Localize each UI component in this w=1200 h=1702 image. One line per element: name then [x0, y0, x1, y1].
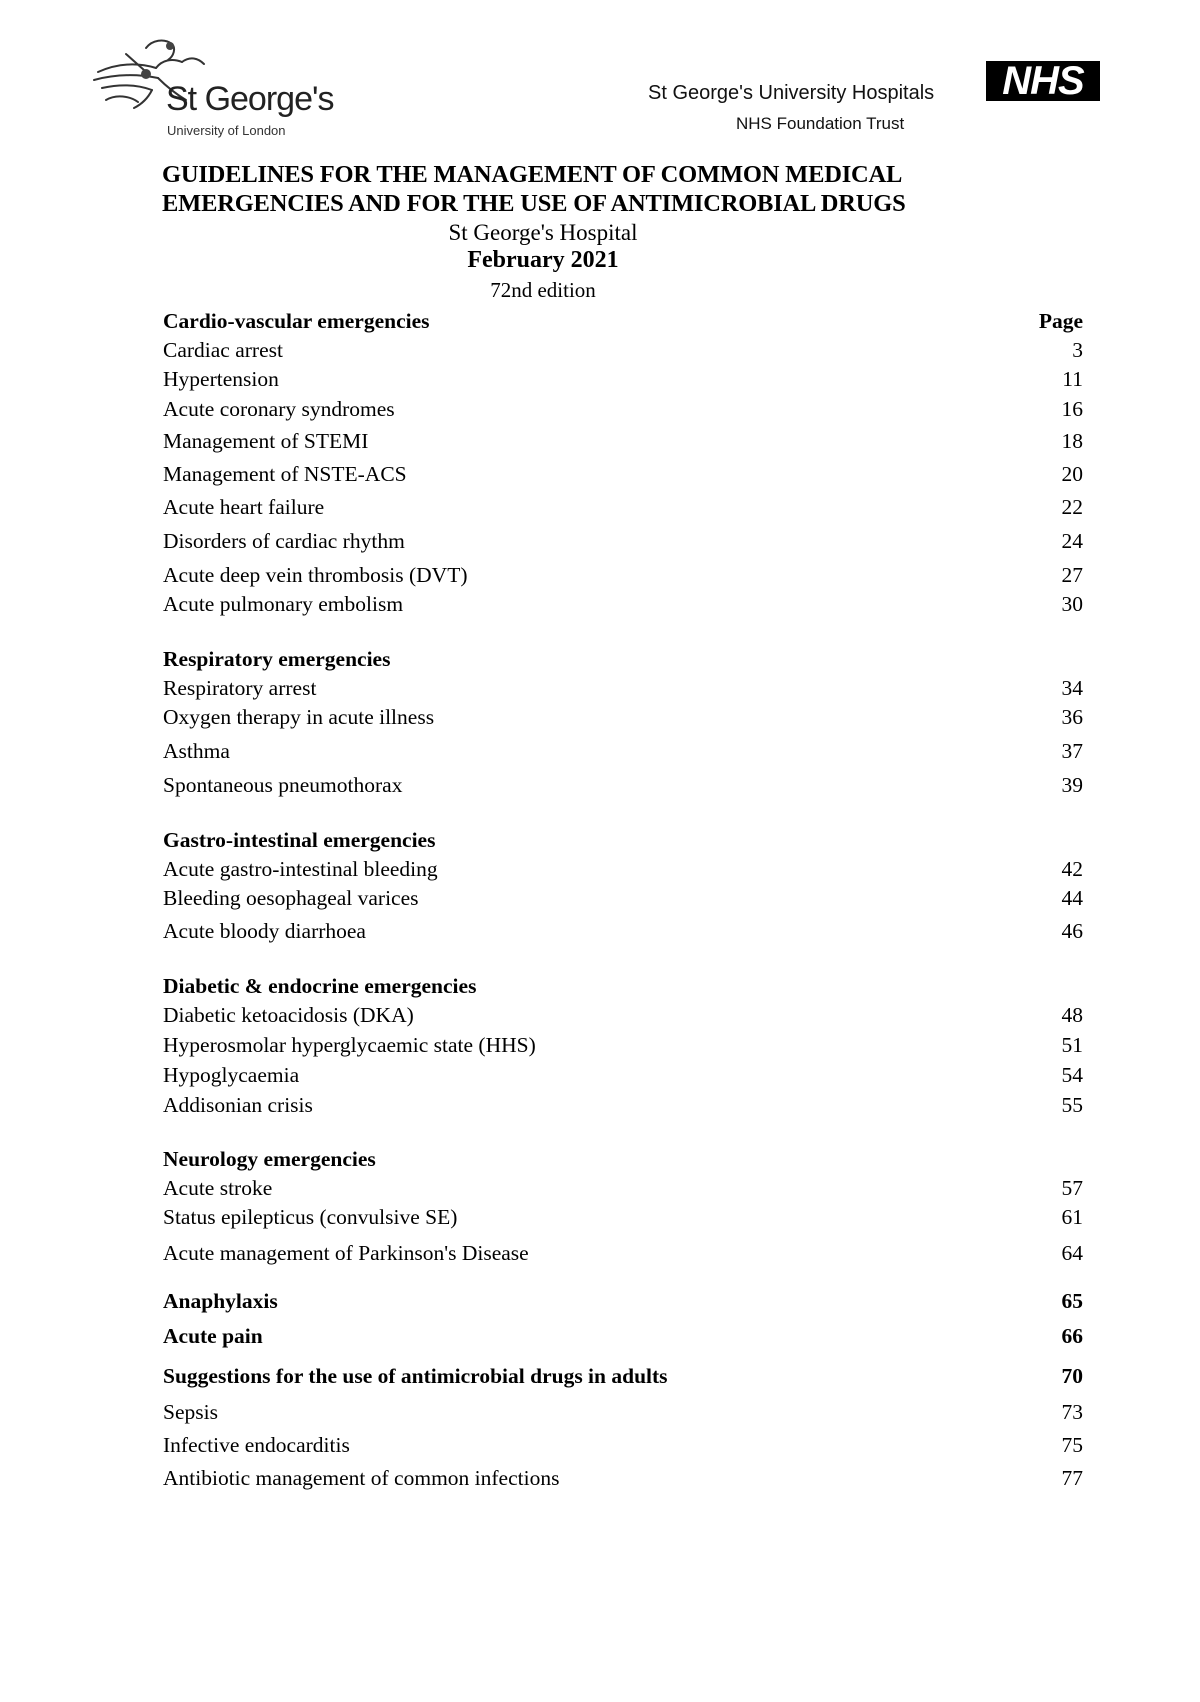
toc-section-heading[interactable]: [163, 1362, 1083, 1390]
toc-entry-label: Respiratory emergencies: [163, 647, 391, 671]
publication-date: February 2021: [467, 247, 619, 273]
toc-entry[interactable]: [163, 1061, 1083, 1089]
toc-page-number: 55: [1061, 1093, 1083, 1117]
toc-page-number: 54: [1061, 1063, 1083, 1087]
toc-entry-label: Acute bloody diarrhoea: [163, 919, 366, 943]
toc-entry-label: Acute deep vein thrombosis (DVT): [163, 563, 468, 587]
toc-entry-label: Bleeding oesophageal varices: [163, 886, 419, 910]
toc-entry-label: Spontaneous pneumothorax: [163, 773, 403, 797]
toc-entry-label: Addisonian crisis: [163, 1093, 313, 1117]
toc-page-number: 34: [1061, 676, 1083, 700]
toc-page-number: 3: [1072, 338, 1083, 362]
toc-entry[interactable]: [163, 855, 1083, 883]
toc-page-number: 11: [1062, 367, 1083, 391]
toc-page-number: 24: [1061, 529, 1083, 553]
toc-entry[interactable]: [163, 1031, 1083, 1059]
toc-page-number: 51: [1061, 1033, 1083, 1057]
edition: 72nd edition: [490, 278, 596, 302]
toc-section-heading[interactable]: [163, 645, 1083, 673]
toc-entry-label: Suggestions for the use of antimicrobial drugs in adults: [163, 1364, 668, 1388]
toc-entry[interactable]: [163, 590, 1083, 618]
toc-entry[interactable]: [163, 1239, 1083, 1267]
university-subtitle: University of London: [167, 123, 286, 138]
toc-page-number: 57: [1061, 1176, 1083, 1200]
toc-entry[interactable]: [163, 1398, 1083, 1426]
toc-entry-label: Neurology emergencies: [163, 1147, 376, 1171]
document-title-line-2: EMERGENCIES AND FOR THE USE OF ANTIMICROBIAL DRUGS: [162, 190, 906, 217]
toc-entry-label: Asthma: [163, 739, 230, 763]
toc-page-number: 22: [1061, 495, 1083, 519]
toc-page-number: 70: [1061, 1364, 1083, 1388]
toc-entry[interactable]: [163, 884, 1083, 912]
toc-entry[interactable]: [163, 365, 1083, 393]
toc-entry-label: Respiratory arrest: [163, 676, 317, 700]
toc-entry-label: Diabetic ketoacidosis (DKA): [163, 1003, 414, 1027]
hospital-name: St George's Hospital: [448, 220, 638, 245]
toc-section-heading[interactable]: [163, 972, 1083, 1000]
university-name: St George's: [166, 80, 334, 118]
toc-entry[interactable]: [163, 336, 1083, 364]
trust-subtitle: NHS Foundation Trust: [736, 114, 905, 133]
toc-entry-label: Gastro-intestinal emergencies: [163, 828, 436, 852]
toc-entry-label: Sepsis: [163, 1400, 218, 1424]
toc-entry[interactable]: [163, 917, 1083, 945]
toc-entry-label: Cardiac arrest: [163, 338, 283, 362]
toc-section-heading[interactable]: [163, 1322, 1083, 1350]
toc-entry[interactable]: [163, 493, 1083, 521]
toc-page-number: 61: [1061, 1205, 1083, 1229]
toc-section-heading[interactable]: [163, 1145, 1083, 1173]
toc-page-number: 48: [1061, 1003, 1083, 1027]
toc-entry[interactable]: [163, 460, 1083, 488]
toc-entry-label: Infective endocarditis: [163, 1433, 350, 1457]
toc-entry[interactable]: [163, 1203, 1083, 1231]
toc-section-heading[interactable]: [163, 826, 1083, 854]
toc-page-number: 36: [1061, 705, 1083, 729]
toc-entry[interactable]: [163, 771, 1083, 799]
toc-page-number: 73: [1061, 1400, 1083, 1424]
toc-entry-label: Cardio-vascular emergencies: [163, 309, 430, 333]
st-georges-logo: [86, 34, 334, 144]
toc-entry-label: Anaphylaxis: [163, 1289, 278, 1313]
toc-section-heading[interactable]: [163, 1287, 1083, 1315]
toc-entry[interactable]: [163, 703, 1083, 731]
toc-entry[interactable]: [163, 395, 1083, 423]
toc-page-number: 46: [1061, 919, 1083, 943]
toc-page-number: 66: [1061, 1324, 1083, 1348]
trust-name: St George's University Hospitals: [648, 82, 935, 104]
toc-entry-label: Acute coronary syndromes: [163, 397, 395, 421]
toc-page-number: 18: [1061, 429, 1083, 453]
toc-entry-label: Hyperosmolar hyperglycaemic state (HHS): [163, 1033, 536, 1057]
toc-entry[interactable]: [163, 527, 1083, 555]
toc-entry[interactable]: [163, 1431, 1083, 1459]
toc-entry-label: Oxygen therapy in acute illness: [163, 705, 435, 729]
toc-entry-label: Status epilepticus (convulsive SE): [163, 1205, 458, 1229]
toc-entry-label: Management of NSTE-ACS: [163, 462, 407, 486]
toc-page-number: Page: [1038, 309, 1083, 333]
document-title-line-1: GUIDELINES FOR THE MANAGEMENT OF COMMON MEDICAL: [162, 161, 903, 188]
toc-entry[interactable]: [163, 674, 1083, 702]
toc-page-number: 30: [1061, 592, 1083, 616]
toc-entry[interactable]: [163, 1174, 1083, 1202]
toc-entry-label: Antibiotic management of common infections: [163, 1466, 560, 1490]
toc-entry-label: Acute stroke: [163, 1176, 273, 1200]
toc-entry-label: Acute heart failure: [163, 495, 325, 519]
toc-entry-label: Management of STEMI: [163, 429, 369, 453]
toc-section-heading[interactable]: [163, 307, 1083, 335]
toc-entry-label: Diabetic & endocrine emergencies: [163, 974, 477, 998]
toc-entry-label: Acute gastro-intestinal bleeding: [163, 857, 438, 881]
toc-page-number: 27: [1061, 563, 1083, 587]
toc-entry[interactable]: [163, 1001, 1083, 1029]
toc-page-number: 16: [1061, 397, 1083, 421]
toc-page-number: 20: [1061, 462, 1083, 486]
toc-entry[interactable]: [163, 427, 1083, 455]
toc-entry[interactable]: [163, 1091, 1083, 1119]
toc-entry-label: Hypoglycaemia: [163, 1063, 300, 1087]
toc-page-number: 65: [1061, 1289, 1083, 1313]
toc-page-number: 77: [1061, 1466, 1083, 1490]
toc-entry[interactable]: [163, 1464, 1083, 1492]
toc-entry-label: Hypertension: [163, 367, 279, 391]
toc-page-number: 39: [1061, 773, 1083, 797]
toc-entry[interactable]: [163, 561, 1083, 589]
toc-page-number: 44: [1061, 886, 1083, 910]
toc-entry-label: Acute pulmonary embolism: [163, 592, 404, 616]
nhs-logo: NHS: [986, 61, 1100, 101]
toc-entry-label: Acute pain: [163, 1324, 263, 1348]
toc-entry-label: Acute management of Parkinson's Disease: [163, 1241, 529, 1265]
toc-page-number: 37: [1061, 739, 1083, 763]
toc-page-number: 64: [1061, 1241, 1083, 1265]
toc-page-number: 75: [1061, 1433, 1083, 1457]
toc-entry[interactable]: [163, 737, 1083, 765]
toc-entry-label: Disorders of cardiac rhythm: [163, 529, 405, 553]
toc-page-number: 42: [1061, 857, 1083, 881]
